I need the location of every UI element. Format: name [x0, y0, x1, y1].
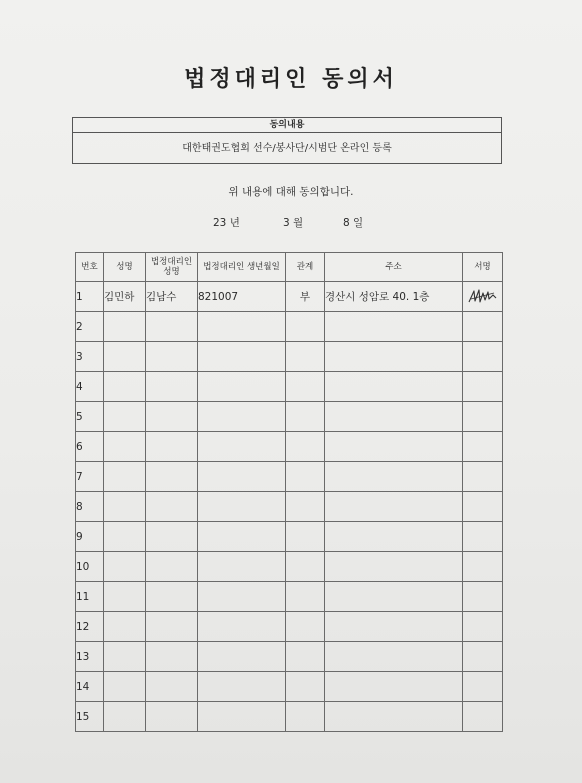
name-cell [104, 462, 146, 492]
signature-cell [463, 492, 503, 522]
header-guardian-birth: 법정대리인 생년월일 [198, 253, 286, 282]
address-cell [325, 342, 463, 372]
header-signature: 서명 [463, 253, 503, 282]
address-cell [325, 432, 463, 462]
guardian-name-cell [146, 462, 198, 492]
header-guardian-name: 법정대리인 성명 [146, 253, 198, 282]
signature-cell [463, 372, 503, 402]
relation-cell [286, 462, 325, 492]
table-row [76, 702, 503, 732]
relation-cell [286, 342, 325, 372]
table-row [76, 522, 503, 552]
guardian-birth-cell [198, 522, 286, 552]
guardian-birth-cell [198, 612, 286, 642]
guardian-name-cell [146, 582, 198, 612]
table-row [76, 642, 503, 672]
address-cell [325, 312, 463, 342]
relation-cell [286, 312, 325, 342]
address-cell [325, 462, 463, 492]
name-cell: 김민하 [104, 282, 146, 312]
name-cell [104, 552, 146, 582]
table-row [76, 282, 503, 312]
handwritten-signature [467, 287, 499, 307]
row-number: 3 [76, 342, 104, 372]
date-month: 3 월 [283, 217, 304, 229]
address-cell [325, 642, 463, 672]
consent-box [72, 117, 502, 164]
guardian-birth-cell [198, 432, 286, 462]
address-cell [325, 492, 463, 522]
address-cell [325, 522, 463, 552]
name-cell [104, 432, 146, 462]
header-address: 주소 [325, 253, 463, 282]
relation-cell: 부 [286, 282, 325, 312]
table-row [76, 342, 503, 372]
guardian-birth-cell [198, 582, 286, 612]
guardian-name-cell [146, 552, 198, 582]
header-name: 성명 [104, 253, 146, 282]
guardian-birth-cell [198, 642, 286, 672]
consent-body: 대한태권도협회 선수/봉사단/시범단 온라인 등록 [182, 143, 392, 154]
address-cell [325, 372, 463, 402]
relation-cell [286, 432, 325, 462]
row-number: 15 [76, 702, 104, 732]
name-cell [104, 702, 146, 732]
signature-cell [463, 282, 503, 312]
row-number: 5 [76, 402, 104, 432]
guardian-birth-cell: 821007 [198, 282, 286, 312]
signature-cell [463, 462, 503, 492]
row-number: 1 [76, 282, 104, 312]
row-number: 14 [76, 672, 104, 702]
relation-cell [286, 492, 325, 522]
guardian-name-cell: 김남수 [146, 282, 198, 312]
address-cell [325, 582, 463, 612]
name-cell [104, 582, 146, 612]
guardian-name-cell [146, 372, 198, 402]
row-number: 6 [76, 432, 104, 462]
guardian-birth-cell [198, 492, 286, 522]
date-day: 8 일 [343, 217, 364, 229]
table-row [76, 582, 503, 612]
table-row [76, 312, 503, 342]
address-cell [325, 672, 463, 702]
table-row [76, 672, 503, 702]
row-number: 7 [76, 462, 104, 492]
row-number: 4 [76, 372, 104, 402]
address-cell [325, 402, 463, 432]
consent-header: 동의내용 [73, 118, 501, 133]
row-number: 8 [76, 492, 104, 522]
name-cell [104, 372, 146, 402]
guardian-birth-cell [198, 312, 286, 342]
name-cell [104, 402, 146, 432]
guardian-name-cell [146, 492, 198, 522]
address-cell [325, 552, 463, 582]
name-cell [104, 342, 146, 372]
guardian-birth-cell [198, 342, 286, 372]
name-cell [104, 492, 146, 522]
name-cell [104, 642, 146, 672]
relation-cell [286, 642, 325, 672]
header-no: 번호 [76, 253, 104, 282]
agreement-statement: 위 내용에 대해 동의합니다. [228, 186, 354, 198]
address-cell [325, 702, 463, 732]
guardian-name-cell [146, 342, 198, 372]
guardian-birth-cell [198, 672, 286, 702]
row-number: 9 [76, 522, 104, 552]
signature-cell [463, 552, 503, 582]
registration-table [75, 252, 503, 732]
guardian-name-cell [146, 672, 198, 702]
guardian-birth-cell [198, 372, 286, 402]
relation-cell [286, 402, 325, 432]
row-number: 11 [76, 582, 104, 612]
address-cell: 경산시 성암로 40. 1층 [325, 282, 463, 312]
table-row [76, 462, 503, 492]
table-row [76, 492, 503, 522]
guardian-name-cell [146, 612, 198, 642]
name-cell [104, 522, 146, 552]
relation-cell [286, 372, 325, 402]
document-title: 법정대리인 동의서 [184, 67, 398, 92]
signature-cell [463, 342, 503, 372]
table-row [76, 372, 503, 402]
row-number: 13 [76, 642, 104, 672]
guardian-birth-cell [198, 552, 286, 582]
name-cell [104, 612, 146, 642]
signature-cell [463, 402, 503, 432]
header-relation: 관계 [286, 253, 325, 282]
signature-cell [463, 582, 503, 612]
signature-cell [463, 612, 503, 642]
signature-cell [463, 642, 503, 672]
table-row [76, 402, 503, 432]
guardian-name-cell [146, 402, 198, 432]
table-row [76, 552, 503, 582]
row-number: 2 [76, 312, 104, 342]
relation-cell [286, 612, 325, 642]
signature-cell [463, 312, 503, 342]
row-number: 12 [76, 612, 104, 642]
guardian-birth-cell [198, 702, 286, 732]
signature-cell [463, 672, 503, 702]
guardian-name-cell [146, 432, 198, 462]
guardian-name-cell [146, 642, 198, 672]
relation-cell [286, 702, 325, 732]
signature-cell [463, 432, 503, 462]
relation-cell [286, 522, 325, 552]
guardian-birth-cell [198, 402, 286, 432]
signature-cell [463, 522, 503, 552]
table-header-row [76, 253, 503, 282]
relation-cell [286, 552, 325, 582]
name-cell [104, 672, 146, 702]
guardian-name-cell [146, 522, 198, 552]
relation-cell [286, 582, 325, 612]
relation-cell [286, 672, 325, 702]
guardian-name-cell [146, 702, 198, 732]
signature-cell [463, 702, 503, 732]
guardian-birth-cell [198, 462, 286, 492]
table-row [76, 432, 503, 462]
table-row [76, 612, 503, 642]
guardian-name-cell [146, 312, 198, 342]
date-year: 23 년 [213, 217, 240, 229]
address-cell [325, 612, 463, 642]
name-cell [104, 312, 146, 342]
row-number: 10 [76, 552, 104, 582]
